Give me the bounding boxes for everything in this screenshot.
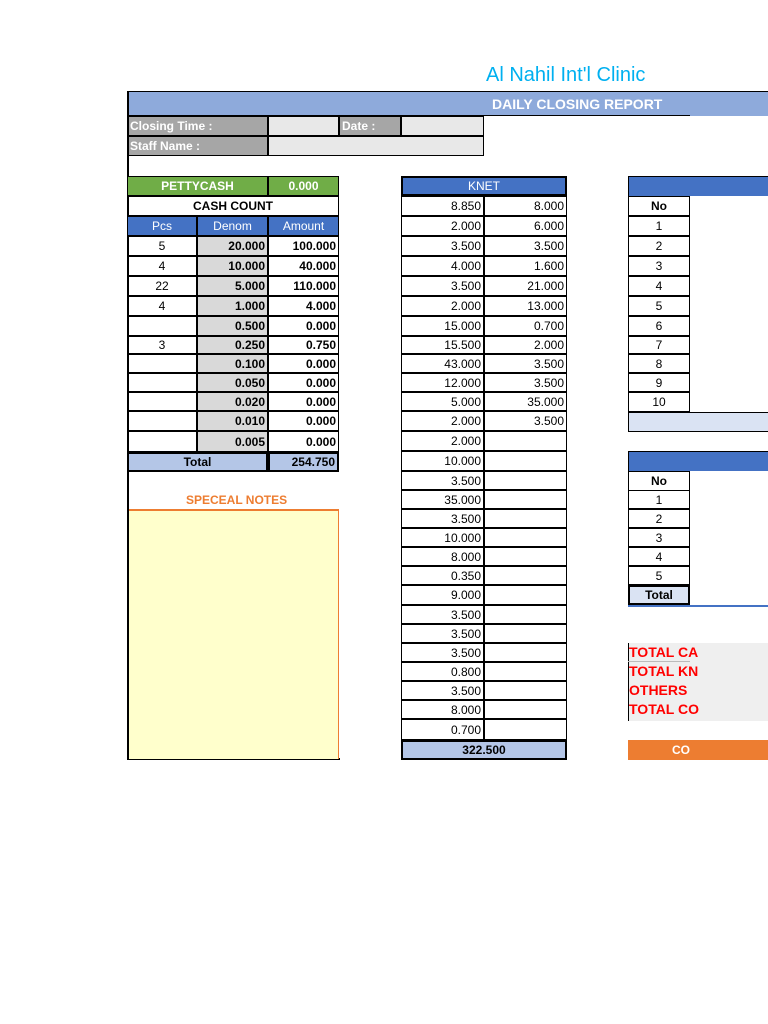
cash-count-title: CASH COUNT — [127, 196, 339, 216]
cash-pcs-cell — [127, 392, 197, 411]
cash-amount-cell: 0.000 — [268, 354, 339, 373]
cash-denom-cell: 0.250 — [197, 336, 268, 354]
knet-amount-cell: 8.000 — [401, 547, 484, 566]
staff-name-input[interactable] — [268, 136, 484, 156]
right-table2-number: 2 — [628, 509, 690, 528]
cash-denom-cell: 5.000 — [197, 276, 268, 296]
orange-total-label: CO — [672, 743, 690, 757]
amount-header: Amount — [268, 216, 339, 236]
cash-pcs-cell — [127, 316, 197, 336]
right-table2-no: No — [628, 471, 690, 491]
knet-amount-cell: 9.000 — [401, 585, 484, 605]
knet-amount-cell: 8.000 — [401, 700, 484, 719]
knet-amount-cell-2 — [484, 700, 567, 719]
knet-amount-cell: 2.000 — [401, 296, 484, 316]
knet-amount-cell: 0.350 — [401, 566, 484, 585]
knet-amount-cell: 3.500 — [401, 276, 484, 296]
knet-amount-cell-2 — [484, 490, 567, 509]
knet-amount-cell-2: 6.000 — [484, 216, 567, 236]
cash-amount-cell: 110.000 — [268, 276, 339, 296]
knet-amount-cell: 3.500 — [401, 605, 484, 624]
cash-denom-cell: 20.000 — [197, 236, 268, 256]
knet-amount-cell-2: 2.000 — [484, 336, 567, 354]
right-table2-number: 1 — [628, 490, 690, 509]
knet-amount-cell-2: 13.000 — [484, 296, 567, 316]
knet-amount-cell: 10.000 — [401, 528, 484, 547]
knet-amount-cell: 43.000 — [401, 354, 484, 373]
summary-separator — [628, 661, 690, 662]
knet-title: KNET — [401, 176, 567, 196]
knet-amount-cell-2: 3.500 — [484, 354, 567, 373]
cash-amount-cell: 100.000 — [268, 236, 339, 256]
knet-amount-cell: 0.800 — [401, 662, 484, 681]
cash-denom-cell: 1.000 — [197, 296, 268, 316]
right-table1-number: 10 — [628, 392, 690, 412]
right-table1-number: 4 — [628, 276, 690, 296]
knet-amount-cell-2 — [484, 528, 567, 547]
knet-amount-cell-2 — [484, 624, 567, 643]
knet-amount-cell: 8.850 — [401, 196, 484, 216]
date-input[interactable] — [401, 116, 484, 136]
pcs-header: Pcs — [127, 216, 197, 236]
knet-amount-cell-2: 21.000 — [484, 276, 567, 296]
right-table2-total-bar — [628, 605, 768, 625]
knet-amount-cell: 3.500 — [401, 681, 484, 700]
knet-amount-cell-2 — [484, 662, 567, 681]
right-table1-number: 7 — [628, 336, 690, 354]
knet-amount-cell-2 — [484, 451, 567, 471]
right-table2-number: 3 — [628, 528, 690, 547]
knet-amount-cell-2: 3.500 — [484, 411, 567, 431]
cash-total-label: Total — [127, 452, 268, 472]
knet-amount-cell-2: 35.000 — [484, 392, 567, 411]
knet-amount-cell-2: 8.000 — [484, 196, 567, 216]
pettycash-value: 0.000 — [268, 176, 339, 196]
knet-amount-cell: 5.000 — [401, 392, 484, 411]
knet-amount-cell-2 — [484, 605, 567, 624]
right-table1-number: 3 — [628, 256, 690, 276]
right-table1-number: 5 — [628, 296, 690, 316]
right-table2-number: 5 — [628, 566, 690, 585]
knet-amount-cell: 12.000 — [401, 373, 484, 392]
knet-amount-cell: 3.500 — [401, 624, 484, 643]
knet-amount-cell: 2.000 — [401, 431, 484, 451]
knet-amount-cell-2 — [484, 681, 567, 700]
right-table1-number: 2 — [628, 236, 690, 256]
orange-total-bar — [628, 740, 768, 760]
pettycash-label: PETTYCASH — [127, 176, 268, 196]
knet-amount-cell: 35.000 — [401, 490, 484, 509]
cash-denom-cell: 10.000 — [197, 256, 268, 276]
total-cash-label: TOTAL CA — [629, 644, 699, 660]
knet-amount-cell: 2.000 — [401, 411, 484, 431]
cash-pcs-cell: 5 — [127, 236, 197, 256]
knet-amount-cell-2 — [484, 547, 567, 566]
knet-amount-cell-2 — [484, 585, 567, 605]
knet-amount-cell-2: 3.500 — [484, 373, 567, 392]
knet-amount-cell: 15.500 — [401, 336, 484, 354]
clinic-title: Al Nahil Int'l Clinic — [486, 64, 646, 86]
cash-pcs-cell — [127, 411, 197, 431]
knet-amount-cell: 3.500 — [401, 471, 484, 490]
cash-pcs-cell — [127, 354, 197, 373]
knet-amount-cell: 3.500 — [401, 509, 484, 528]
knet-amount-cell: 4.000 — [401, 256, 484, 276]
cash-amount-cell: 0.000 — [268, 392, 339, 411]
cash-amount-cell: 40.000 — [268, 256, 339, 276]
knet-amount-cell: 0.700 — [401, 719, 484, 740]
knet-amount-cell-2 — [484, 431, 567, 451]
notes-title: SPECEAL NOTES — [186, 493, 288, 507]
cash-amount-cell: 0.000 — [268, 431, 339, 452]
knet-amount-cell-2 — [484, 719, 567, 740]
closing-time-input[interactable] — [268, 116, 339, 136]
cash-total-value: 254.750 — [268, 452, 339, 472]
report-title-bar — [127, 91, 768, 116]
cash-pcs-cell: 22 — [127, 276, 197, 296]
right-table1-total — [628, 412, 768, 432]
knet-amount-cell-2 — [484, 643, 567, 662]
right-table2-number: 4 — [628, 547, 690, 566]
total-knet-label: TOTAL KN — [629, 663, 699, 679]
right-table2-total-label: Total — [628, 585, 690, 605]
knet-amount-cell: 3.500 — [401, 236, 484, 256]
knet-amount-cell-2 — [484, 566, 567, 585]
right-table1-number: 1 — [628, 216, 690, 236]
knet-amount-cell: 15.000 — [401, 316, 484, 336]
cash-pcs-cell: 4 — [127, 256, 197, 276]
closing-time-label: Closing Time : — [127, 116, 268, 136]
cash-amount-cell: 0.000 — [268, 373, 339, 392]
total-co-label: TOTAL CO — [629, 701, 699, 717]
knet-amount-cell-2: 3.500 — [484, 236, 567, 256]
right-table2-header — [628, 451, 768, 471]
knet-amount-cell: 10.000 — [401, 451, 484, 471]
staff-name-label: Staff Name : — [127, 136, 268, 156]
right-table1-number: 6 — [628, 316, 690, 336]
knet-amount-cell-2 — [484, 509, 567, 528]
cash-amount-cell: 4.000 — [268, 296, 339, 316]
right-table1-number: 9 — [628, 373, 690, 392]
knet-amount-cell-2: 0.700 — [484, 316, 567, 336]
cash-amount-cell: 0.750 — [268, 336, 339, 354]
right-table1-number: 8 — [628, 354, 690, 373]
knet-amount-cell-2: 1.600 — [484, 256, 567, 276]
cash-pcs-cell — [127, 431, 197, 452]
knet-total: 322.500 — [401, 740, 567, 760]
report-title: DAILY CLOSING REPORT — [492, 96, 663, 112]
cash-denom-cell: 0.100 — [197, 354, 268, 373]
knet-amount-cell-2 — [484, 471, 567, 490]
notes-area[interactable] — [129, 509, 339, 759]
cash-denom-cell: 0.500 — [197, 316, 268, 336]
cash-pcs-cell: 3 — [127, 336, 197, 354]
cash-denom-cell: 0.010 — [197, 411, 268, 431]
right-table1-header — [628, 176, 768, 196]
right-table1-no: No — [628, 196, 690, 216]
cash-pcs-cell: 4 — [127, 296, 197, 316]
cash-amount-cell: 0.000 — [268, 316, 339, 336]
date-label: Date : — [339, 116, 401, 136]
knet-amount-cell: 2.000 — [401, 216, 484, 236]
cash-denom-cell: 0.005 — [197, 431, 268, 452]
others-label: OTHERS — [629, 682, 688, 698]
knet-amount-cell: 3.500 — [401, 643, 484, 662]
cash-denom-cell: 0.020 — [197, 392, 268, 411]
cash-pcs-cell — [127, 373, 197, 392]
denom-header: Denom — [197, 216, 268, 236]
cash-amount-cell: 0.000 — [268, 411, 339, 431]
cash-denom-cell: 0.050 — [197, 373, 268, 392]
